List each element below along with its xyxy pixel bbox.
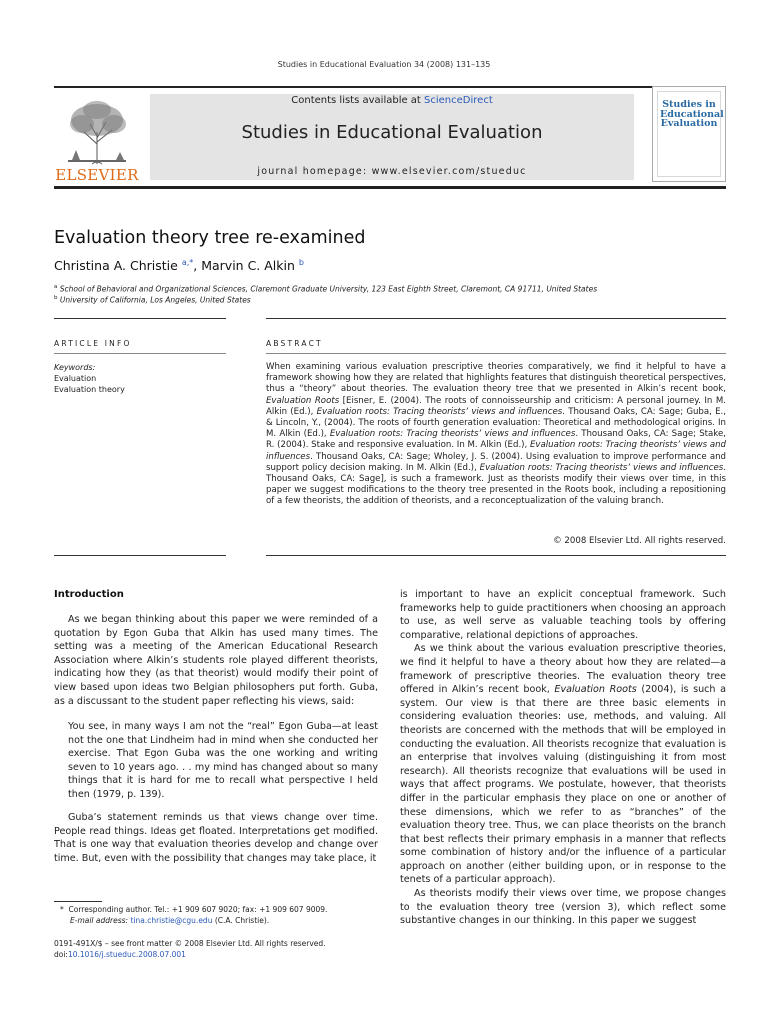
paragraph-segment: As we think about the various evaluation prescriptive theories, we find it helpful to have a theory about how they are related—a framework of prescriptive theories. The evaluation theory tree offered in Alkin’s recent book, bbox=[400, 643, 726, 696]
abstract-segment-italic: Evaluation roots: Tracing theorists’ views and influences bbox=[266, 440, 726, 462]
left-column-paragraph-1 bbox=[54, 613, 378, 708]
affiliation-marker: a bbox=[54, 284, 58, 290]
running-head: Studies in Educational Evaluation 34 (2008) 131–135 bbox=[277, 60, 491, 69]
asterisk-marker: * bbox=[60, 905, 64, 914]
affiliation-marker: b bbox=[54, 295, 58, 301]
abstract-segment-italic: Evaluation roots: Tracing theorists’ views and influences bbox=[316, 406, 563, 417]
affiliation bbox=[54, 295, 251, 305]
cover-title-line: Educational bbox=[660, 108, 724, 120]
header-top-rule bbox=[54, 86, 726, 88]
email-note bbox=[70, 916, 269, 925]
paragraph: As we began thinking about this paper we were reminded of a quotation by Egon Guba that Alkin has used many times. The setting was a meeting of the American Educational Research Association where Alkin’s students role played different theorists, indicating how they (as that theorist) would modify their point of view based upon ideas two Belgian philosophers put forth. Guba, as a discussant to the student paper reflecting his views, said: bbox=[54, 614, 378, 707]
abstract-segment-italic: Evaluation Roots bbox=[266, 395, 340, 406]
abstract-segment: . Thousand Oaks, CA: Sage; Stake, R. (2004). Stake and responsive evaluation. In M. Alkin (Ed.), bbox=[266, 429, 726, 451]
author-name: Marvin C. Alkin bbox=[201, 258, 295, 274]
abstract-heading-rule bbox=[266, 353, 726, 354]
abstract-segment-italic: Evaluation roots: Tracing theorists’ views and influences bbox=[479, 462, 724, 473]
keywords-label: Keywords: bbox=[54, 363, 96, 372]
block-quote: You see, in many ways I am not the “real” Egon Guba—at least not the one that Lindheim had in mind when she conducted her exercise. That Egon Guba was the one working and writing seven to 10 years ago. . . my mind has changed about so many things that it is hard for me to recall what perspective I held then (1979, p. 139). bbox=[68, 721, 378, 800]
issn-line: 0191-491X/$ – see front matter © 2008 Elsevier Ltd. All rights reserved. bbox=[54, 939, 326, 948]
paragraph: As theorists modify their views over time, we propose changes to the evaluation theory tree (version 3), which reflect some substantive changes in our thinking. In this paper we suggest bbox=[400, 888, 726, 927]
email-label: E-mail address: bbox=[70, 916, 129, 925]
doi-prefix: doi: bbox=[54, 950, 68, 959]
author-affiliation-marker[interactable]: b bbox=[298, 258, 304, 267]
author-list bbox=[54, 258, 304, 273]
paragraph: Guba’s statement reminds us that views change over time. People read things. Ideas get floated. Interpretations get modified. That is one way that evaluation theories develop and change over time. But, even with the possibility that changes may take place, it bbox=[54, 812, 378, 864]
sciencedirect-link[interactable]: ScienceDirect bbox=[424, 95, 493, 106]
contents-availability bbox=[150, 95, 634, 106]
corresponding-author-note bbox=[60, 905, 327, 914]
keyword-item: Evaluation theory bbox=[54, 385, 125, 394]
abstract-segment: . Thousand Oaks, CA: Sage; Wholey, J. S. (2004). Using evaluation to improve performance and support policy decision making. In M. Alkin (Ed.), bbox=[266, 451, 726, 473]
elsevier-wordmark: ELSEVIER bbox=[55, 166, 139, 184]
article-info-bottom-rule bbox=[54, 555, 226, 556]
abstract-copyright: © 2008 Elsevier Ltd. All rights reserved. bbox=[553, 536, 726, 546]
affiliation-text: School of Behavioral and Organizational Sciences, Claremont Graduate University, 123 East Eighth Street, Claremont, CA 91711, United States bbox=[59, 284, 598, 294]
email-suffix: (C.A. Christie). bbox=[212, 916, 270, 925]
cover-title-line: Evaluation bbox=[660, 118, 718, 129]
author-name: Christina A. Christie bbox=[54, 258, 178, 274]
affiliation bbox=[54, 284, 597, 294]
abstract-segment: When examining various evaluation prescriptive theories comparatively, we find it helpful to have a framework showing how they are related that highlights features that distinguish theoretical perspectives, thus a “theory” about theories. The evaluation theory tree that we presented in Alkin’s recent book, bbox=[266, 362, 726, 395]
affiliation-text: University of California, Los Angeles, United States bbox=[59, 295, 251, 305]
abstract-top-rule bbox=[266, 318, 726, 319]
email-link[interactable]: tina.christie@cgu.edu bbox=[130, 916, 213, 925]
corresponding-author-text: Corresponding author. Tel.: +1 909 607 9020; fax: +1 909 607 9009. bbox=[68, 905, 328, 914]
abstract-segment-italic: Evaluation roots: Tracing theorists’ views and influences bbox=[329, 429, 576, 440]
abstract-segment: [Eisner, E. (2004). The roots of connoisseurship and criticism: A personal journey. In M. Alkin (Ed.), bbox=[266, 395, 726, 417]
cover-title-line: Studies in bbox=[662, 99, 716, 110]
abstract-text bbox=[266, 362, 726, 508]
journal-cover-thumbnail bbox=[652, 86, 726, 182]
cover-title bbox=[660, 99, 724, 129]
contents-prefix: Contents lists available at bbox=[291, 95, 425, 106]
footnote-rule bbox=[54, 901, 102, 902]
article-info-top-rule bbox=[54, 318, 226, 319]
abstract-bottom-rule bbox=[266, 555, 726, 556]
paragraph-segment: (2004), is such a system. Our view is that there are three basic elements in considering evaluation theories: use, methods, and valuing. All theorists are concerned with the methods that will be employed in conducting the evaluation. All theorists recognize that evaluation is an enterprise that involves valuing (distinguishing it from most research). All theorists recognize that evaluations will be used in ways that affect programs. We postulate, however, that theorists differ in the particular emphasis they place on one or another of these dimensions, which we refer to as “branches” of the evaluation theory tree. Thus, we can place theorists on the branch that best reflects their primary emphasis in a manner that reflects some combination of history and/or the influence of a particular approach on another (either building upon, or in response to the tenets of a particular approach). bbox=[400, 684, 726, 886]
right-column bbox=[400, 588, 726, 928]
journal-title: Studies in Educational Evaluation bbox=[241, 122, 543, 143]
left-column-paragraph-2 bbox=[54, 811, 378, 865]
cover-frame bbox=[657, 91, 724, 177]
paragraph: is important to have an explicit conceptual framework. Such frameworks help to guide practitioners when choosing an approach to use, as well serve as valuable teaching tools by offering comparative, relational depictions of approaches. bbox=[400, 589, 726, 641]
journal-homepage[interactable]: journal homepage: www.elsevier.com/stueduc bbox=[257, 166, 527, 177]
article-info-heading-rule bbox=[54, 353, 226, 354]
paragraph bbox=[400, 642, 726, 887]
article-title: Evaluation theory tree re-examined bbox=[54, 228, 366, 248]
author-affiliation-marker[interactable]: a,* bbox=[181, 258, 194, 267]
section-heading-introduction: Introduction bbox=[54, 589, 124, 600]
abstract-heading: ABSTRACT bbox=[266, 339, 323, 348]
article-info-heading: ARTICLE INFO bbox=[54, 339, 132, 348]
abstract-segment: . Thousand Oaks, CA: Sage; Guba, E., & Lincoln, Y., (2004). The roots of fourth generation evaluation: Theoretical and methodological origins. In M. Alkin (Ed.), bbox=[266, 406, 726, 440]
author-separator: , bbox=[193, 258, 202, 274]
doi-link[interactable]: 10.1016/j.stueduc.2008.07.001 bbox=[67, 950, 186, 959]
header-bottom-rule bbox=[54, 186, 726, 189]
abstract-segment: . Thousand Oaks, CA: Sage], is such a framework. Just as theorists modify their views over time, in this paper we suggest modifications to the theory tree presented in the Roots book, including a repositioning of a few theorists, the addition of theorists, and a reconceptualization of the valuing branch. bbox=[266, 462, 727, 507]
keyword-item: Evaluation bbox=[54, 374, 97, 383]
paragraph-segment-italic: Evaluation Roots bbox=[554, 684, 637, 696]
doi-line bbox=[54, 950, 186, 959]
